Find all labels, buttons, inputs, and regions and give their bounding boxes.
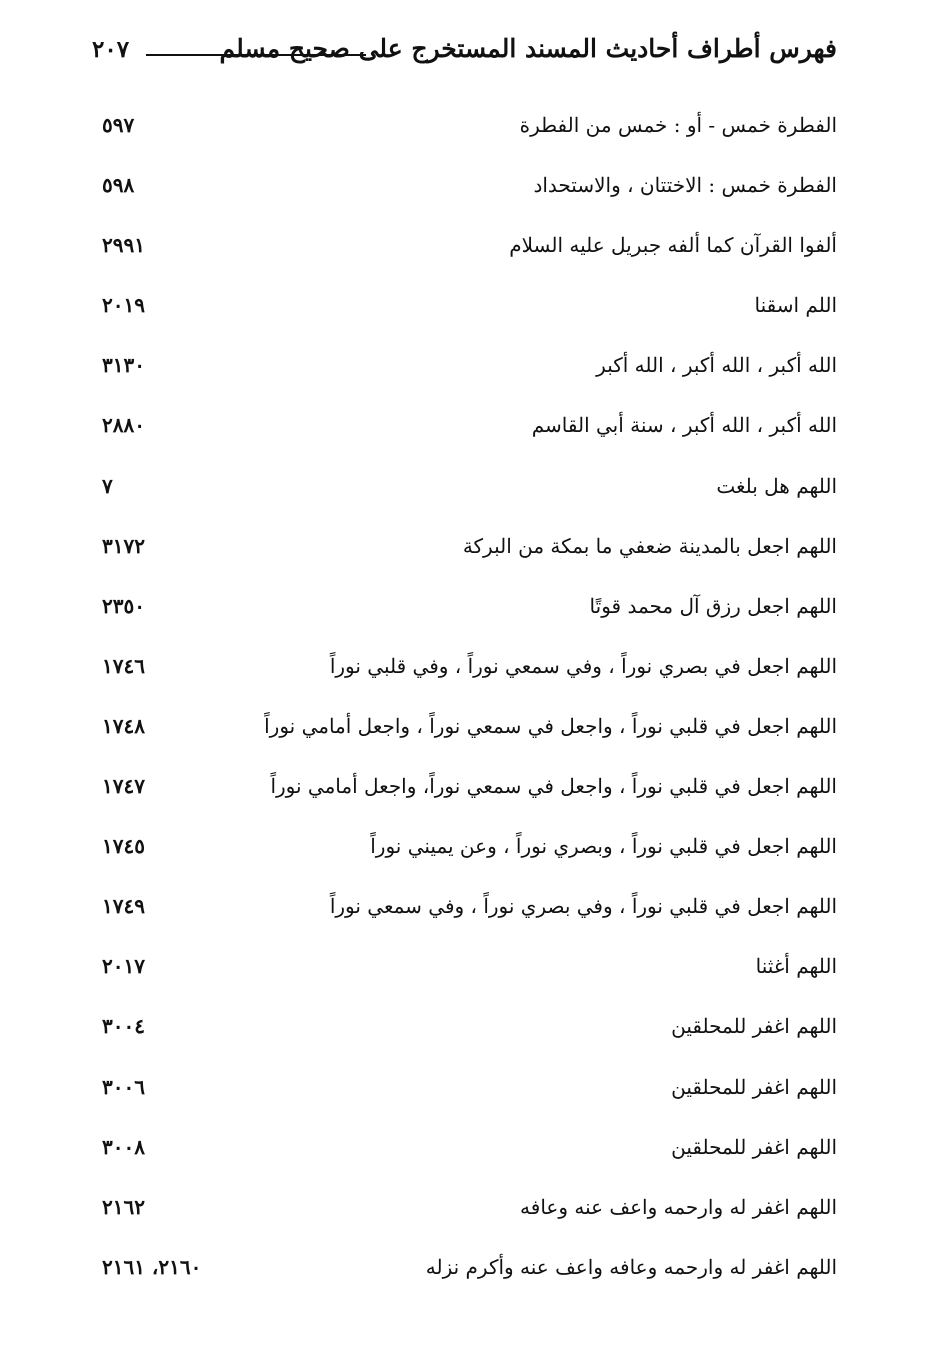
entry-reference-number: ١٧٤٧ <box>102 774 145 799</box>
entry-text: اللهم اغفر للمحلقين <box>671 1074 837 1099</box>
index-entry-row <box>92 275 837 335</box>
index-entry-row <box>92 1057 837 1117</box>
entry-text: اللهم اجعل في بصري نوراً ، وفي سمعي نوراً ، وفي قلبي نوراً <box>329 653 837 678</box>
entry-reference-number: ٣٠٠٨ <box>102 1134 145 1159</box>
entry-text: اللهم اغفر له وارحمه واعف عنه وعافه <box>520 1194 837 1219</box>
entry-reference-number: ٥٩٧ <box>102 113 135 137</box>
index-entry-row <box>92 456 837 516</box>
entry-reference-number: ٣٠٠٤ <box>102 1014 145 1039</box>
entry-reference-number: ٢١٦٠، ٢١٦١ <box>102 1254 202 1279</box>
index-entry-row <box>92 756 837 816</box>
entry-text: الله أكبر ، الله أكبر ، الله أكبر <box>596 353 837 378</box>
entry-text: اللهم اغفر له وارحمه وعافه واعف عنه وأكرم نزله <box>425 1254 837 1279</box>
entry-text: اللهم أغثنا <box>755 954 837 979</box>
entry-reference-number: ١٧٤٨ <box>102 713 145 738</box>
entry-text: اللهم اغفر للمحلقين <box>671 1134 837 1159</box>
index-entry-row <box>92 576 837 636</box>
index-entry-row <box>92 395 837 455</box>
index-entry-row <box>92 335 837 395</box>
entry-text: ألفوا القرآن كما ألفه جبريل عليه السلام <box>509 233 837 258</box>
entry-text: اللهم اجعل بالمدينة ضعفي ما بمكة من البركة <box>462 533 837 558</box>
entry-reference-number: ٢٠١٩ <box>102 293 145 318</box>
index-entry-row <box>92 215 837 275</box>
index-entry-row <box>92 696 837 756</box>
entry-reference-number: ١٧٤٦ <box>102 653 145 678</box>
index-entry-row <box>92 95 837 155</box>
index-entry-row <box>92 1177 837 1237</box>
entry-text: اللهم اجعل في قلبي نوراً ، وفي بصري نوراً ، وفي سمعي نوراً <box>329 894 837 919</box>
entry-reference-number: ٢٣٥٠ <box>102 593 145 618</box>
entry-text: الفطرة خمس : الاختتان ، والاستحداد <box>533 173 837 198</box>
index-entry-row <box>92 1117 837 1177</box>
entry-text: اللهم اجعل في قلبي نوراً ، وبصري نوراً ، وعن يميني نوراً <box>370 834 837 859</box>
entry-text: اللم اسقنا <box>754 293 837 318</box>
index-entry-row <box>92 1237 837 1297</box>
index-entry-row <box>92 936 837 996</box>
entry-text: اللهم اغفر للمحلقين <box>671 1014 837 1039</box>
entry-reference-number: ٧ <box>102 473 113 498</box>
page-header <box>92 30 837 74</box>
index-entry-row <box>92 516 837 576</box>
page-number: ٢٠٧ <box>92 36 130 63</box>
entry-reference-number: ٢٨٨٠ <box>102 413 145 438</box>
entry-reference-number: ١٧٤٩ <box>102 894 145 919</box>
entry-text: اللهم اجعل رزق آل محمد قوتًا <box>589 593 837 618</box>
entry-reference-number: ٢٩٩١ <box>102 233 145 258</box>
entry-text: الفطرة خمس - أو : خمس من الفطرة <box>519 113 837 137</box>
entry-reference-number: ٣٠٠٦ <box>102 1074 145 1099</box>
header-rule <box>146 54 366 56</box>
entry-reference-number: ٥٩٨ <box>102 173 135 198</box>
entry-reference-number: ٣١٣٠ <box>102 353 145 378</box>
index-entry-row <box>92 155 837 215</box>
index-entry-row <box>92 876 837 936</box>
index-entries <box>92 95 837 1297</box>
entry-text: الله أكبر ، الله أكبر ، سنة أبي القاسم <box>531 413 837 438</box>
entry-reference-number: ٢٠١٧ <box>102 954 145 979</box>
index-entry-row <box>92 996 837 1056</box>
entry-reference-number: ٣١٧٢ <box>102 533 145 558</box>
entry-text: اللهم اجعل في قلبي نوراً ، واجعل في سمعي نوراً، واجعل أمامي نوراً <box>270 774 837 799</box>
entry-reference-number: ١٧٤٥ <box>102 834 145 859</box>
entry-text: اللهم اجعل في قلبي نوراً ، واجعل في سمعي نوراً ، واجعل أمامي نوراً <box>264 713 837 738</box>
entry-text: اللهم هل بلغت <box>716 473 837 498</box>
entry-reference-number: ٢١٦٢ <box>102 1194 145 1219</box>
index-entry-row <box>92 816 837 876</box>
running-title: فهرس أطراف أحاديث المسند المستخرج على صحيح مسلم <box>219 34 837 63</box>
index-entry-row <box>92 636 837 696</box>
